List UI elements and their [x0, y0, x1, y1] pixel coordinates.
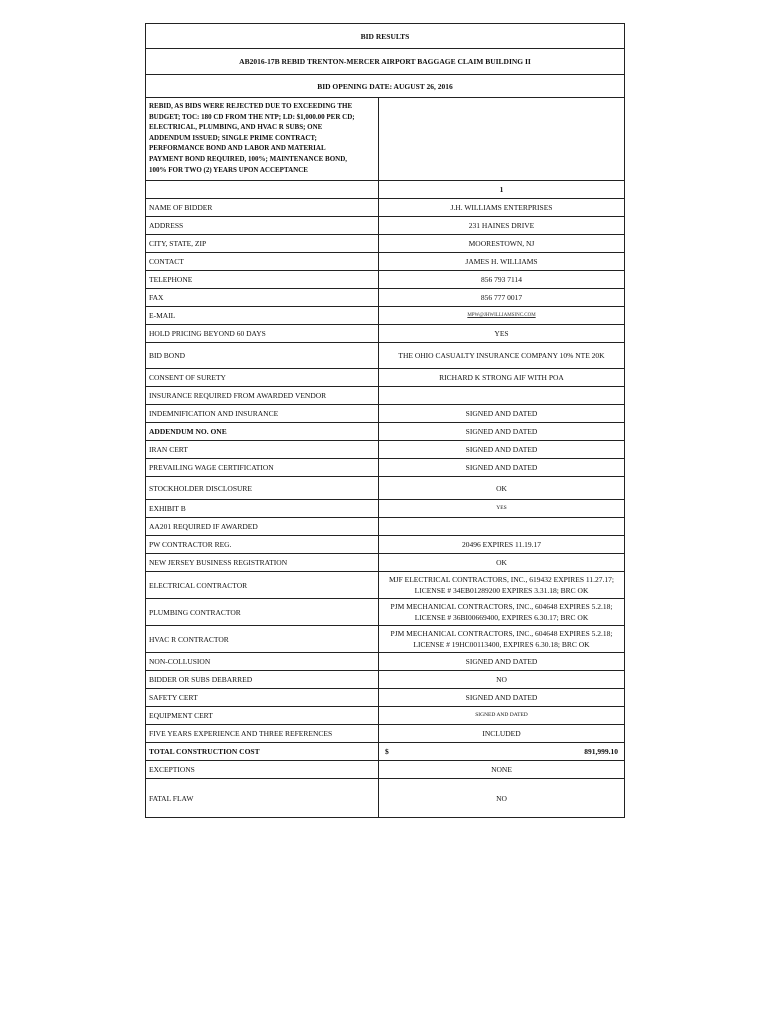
table-row: [146, 518, 624, 536]
table-row: [146, 599, 624, 626]
exceptions-row: [146, 761, 624, 779]
row-value: NO: [496, 675, 507, 684]
table-title: BID RESULTS: [146, 24, 624, 49]
row-value: SIGNED AND DATED: [465, 693, 538, 702]
row-value: 856 793 7114: [481, 275, 522, 284]
row-label: HOLD PRICING BEYOND 60 DAYS: [146, 325, 379, 342]
bidder-number: 1: [499, 185, 504, 194]
fatal-flaw-value: NO: [496, 793, 507, 803]
table-row: [146, 689, 624, 707]
row-label: NAME OF BIDDER: [146, 199, 379, 216]
table-row: [146, 325, 624, 343]
row-label: HVAC R CONTRACTOR: [146, 626, 379, 652]
row-label: EXHIBIT B: [146, 500, 379, 517]
table-row: [146, 369, 624, 387]
row-value: INCLUDED: [482, 729, 521, 738]
table-row: [146, 235, 624, 253]
intro-row: [146, 98, 624, 181]
bid-results-table: [145, 23, 625, 818]
bidder-number-row: [146, 181, 624, 199]
bid-opening-date: BID OPENING DATE: AUGUST 26, 2016: [146, 75, 624, 98]
row-label: BIDDER OR SUBS DEBARRED: [146, 671, 379, 688]
row-value: THE OHIO CASUALTY INSURANCE COMPANY 10% NTE 20K: [398, 351, 605, 360]
exceptions-label: EXCEPTIONS: [146, 761, 379, 778]
table-row: [146, 653, 624, 671]
row-label: STOCKHOLDER DISCLOSURE: [146, 477, 379, 499]
row-label: NON-COLLUSION: [146, 653, 379, 670]
row-label: TELEPHONE: [146, 271, 379, 288]
row-label: AA201 REQUIRED IF AWARDED: [146, 518, 379, 535]
row-label: EQUIPMENT CERT: [146, 707, 379, 724]
total-row: [146, 743, 624, 761]
row-value: JAMES H. WILLIAMS: [465, 257, 538, 266]
table-row: [146, 217, 624, 235]
table-row: [146, 271, 624, 289]
intro-blank: [379, 98, 624, 180]
total-amount: 891,999.10: [584, 747, 618, 756]
total-value: [379, 743, 624, 760]
fatal-flaw-row: [146, 779, 624, 817]
row-label: PLUMBING CONTRACTOR: [146, 599, 379, 625]
table-row: [146, 441, 624, 459]
row-label: INDEMNIFICATION AND INSURANCE: [146, 405, 379, 422]
table-row: [146, 343, 624, 369]
row-value: SIGNED AND DATED: [465, 657, 538, 666]
row-label: BID BOND: [146, 343, 379, 368]
row-label: CITY, STATE, ZIP: [146, 235, 379, 252]
row-value: 856 777 0017: [480, 293, 523, 302]
currency-symbol: $: [385, 747, 389, 756]
row-label: ELECTRICAL CONTRACTOR: [146, 572, 379, 598]
total-label: TOTAL CONSTRUCTION COST: [146, 743, 379, 760]
table-row: [146, 626, 624, 653]
table-row: [146, 572, 624, 599]
row-label: E-MAIL: [146, 307, 379, 324]
table-row: [146, 387, 624, 405]
table-row: [146, 500, 624, 518]
row-value: PJM MECHANICAL CONTRACTORS, INC., 604648 EXPIRES 5.2.18; LICENSE # 19HC00113400, EXPIRES 6.30.18; BRC OK: [390, 629, 613, 649]
row-value: MOORESTOWN, NJ: [468, 239, 535, 248]
row-label: ADDRESS: [146, 217, 379, 234]
table-row: [146, 707, 624, 725]
intro-text: REBID, AS BIDS WERE REJECTED DUE TO EXCEEDING THE BUDGET; TOC: 180 CD FROM THE NTP; LD: $1,000.00 PER CD; ELECTRICAL, PLUMBING, AND HVAC R SUBS; ONE ADDENDUM ISSUED; SINGLE PRIME CONTRACT; PERFORMANCE BOND AND LABOR AND MATERIAL PAYMENT BOND REQUIRED, 100%; MAINTENANCE BOND, 100% FOR TWO (2) YEARS UPON ACCEPTANCE: [146, 98, 379, 180]
row-value: SIGNED AND DATED: [465, 409, 538, 418]
row-label: NEW JERSEY BUSINESS REGISTRATION: [146, 554, 379, 571]
row-value: PJM MECHANICAL CONTRACTORS, INC., 604648 EXPIRES 5.2.18; LICENSE # 36BI00669400, EXPIRES 6.30.17; BRC OK: [390, 602, 613, 622]
row-value: OK: [496, 483, 507, 493]
project-title: AB2016-17B REBID TRENTON-MERCER AIRPORT BAGGAGE CLAIM BUILDING II: [146, 49, 624, 75]
row-value: YES: [496, 505, 507, 511]
row-value: SIGNED AND DATED: [465, 463, 538, 472]
table-row: [146, 477, 624, 500]
table-row: [146, 671, 624, 689]
row-value: [379, 518, 624, 535]
row-label: IRAN CERT: [146, 441, 379, 458]
row-label: PREVAILING WAGE CERTIFICATION: [146, 459, 379, 476]
row-value: J.H. WILLIAMS ENTERPRISES: [450, 203, 553, 212]
row-label: CONTACT: [146, 253, 379, 270]
row-label: PW CONTRACTOR REG.: [146, 536, 379, 553]
row-value: MJF ELECTRICAL CONTRACTORS, INC., 619432 EXPIRES 11.27.17; LICENSE # 34EB01289200 EXPIRES 3.31.18; BRC OK: [389, 575, 614, 595]
row-value: [379, 387, 624, 404]
email-link[interactable]: MPW@JHWILLIAMSINC.COM: [467, 313, 536, 318]
table-row: [146, 307, 624, 325]
exceptions-value: NONE: [491, 765, 512, 774]
row-label: CONSENT OF SURETY: [146, 369, 379, 386]
row-value: SIGNED AND DATED: [465, 427, 538, 436]
row-value: RICHARD K STRONG AIF WITH POA: [439, 373, 564, 382]
table-row: [146, 554, 624, 572]
row-value: 20496 EXPIRES 11.19.17: [462, 540, 541, 549]
row-label: ADDENDUM NO. ONE: [146, 423, 379, 440]
table-row: [146, 725, 624, 743]
row-value: OK: [496, 558, 507, 567]
table-row: [146, 253, 624, 271]
row-value: YES: [494, 329, 509, 338]
row-label: FAX: [146, 289, 379, 306]
table-row: [146, 289, 624, 307]
row-label: SAFETY CERT: [146, 689, 379, 706]
fatal-flaw-label: FATAL FLAW: [146, 779, 379, 817]
table-row: [146, 199, 624, 217]
table-row: [146, 405, 624, 423]
table-row: [146, 536, 624, 554]
row-value: SIGNED AND DATED: [475, 712, 528, 718]
row-value: SIGNED AND DATED: [465, 445, 538, 454]
row-value: 231 HAINES DRIVE: [468, 221, 535, 230]
table-row: [146, 423, 624, 441]
row-label: FIVE YEARS EXPERIENCE AND THREE REFERENCES: [146, 725, 379, 742]
bidder-number-label: [146, 181, 379, 198]
row-label: INSURANCE REQUIRED FROM AWARDED VENDOR: [146, 387, 379, 404]
table-row: [146, 459, 624, 477]
